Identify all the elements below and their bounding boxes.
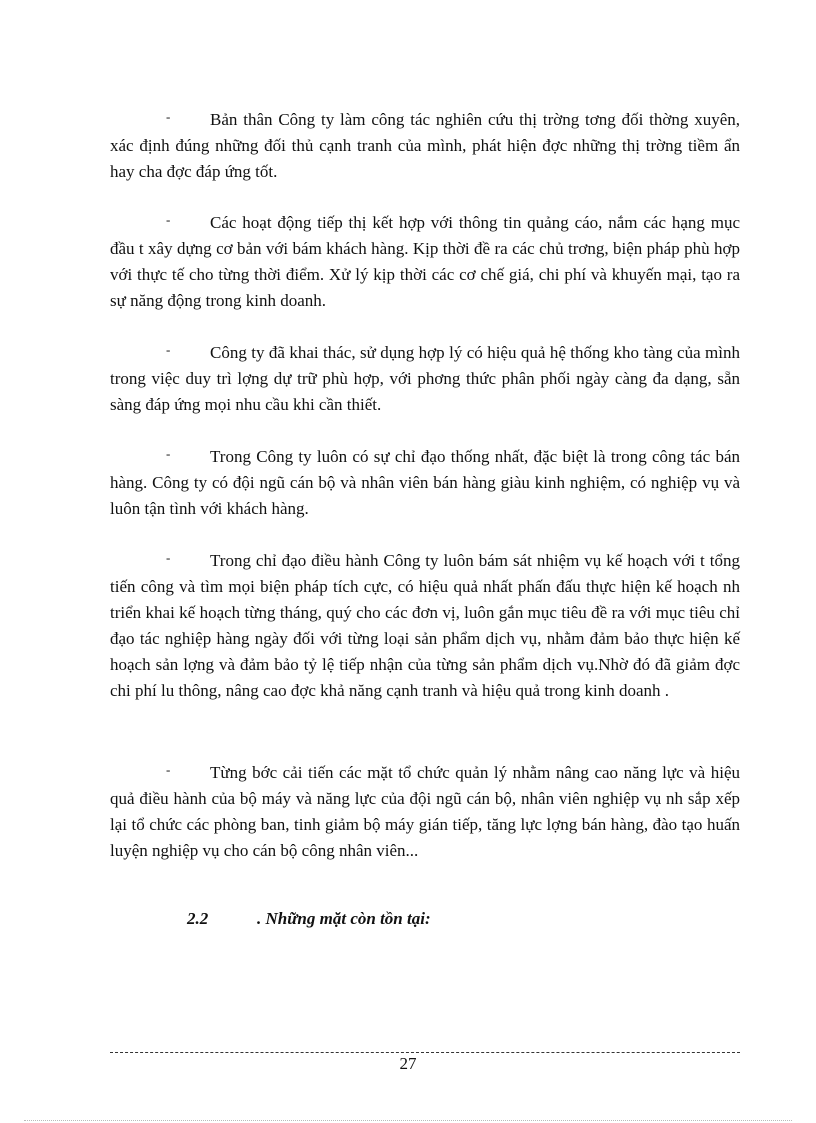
paragraph-text: Trong Công ty luôn có sự chỉ đạo thống nhất, đặc biệt là trong công tác bán hàng. Công ty có đội ngũ cán bộ và nhân viên bán hàng giàu kinh nghiệm, có nghiệp vụ và luôn tận tình với khách hàng. [110,447,740,518]
paragraph-text: Bản thân Công ty làm công tác nghiên cứu thị trờng tơng đối thờng xuyên, xác định đúng những đối thủ cạnh tranh của mình, phát hiện đợc những thị trờng tiềm ẩn hay cha đợc đáp ứng tốt. [110,110,740,181]
paragraph-warehouse-system [110,337,740,418]
bullet-dash: - [166,446,171,461]
section-number: 2.2 [187,909,209,928]
section-heading [187,909,431,929]
page-bottom-border [24,1120,792,1121]
footer-divider [110,1052,740,1053]
bullet-dash: - [166,342,171,357]
page-number: 27 [399,1054,417,1073]
paragraph-sales-direction [110,441,740,522]
paragraph-management-plan [110,545,740,704]
section-title: . Những mặt còn tồn tại: [257,909,431,928]
paragraph-text: Các hoạt động tiếp thị kết hợp với thông tin quảng cáo, nắm các hạng mục đầu t xây dựng cơ bản với bám khách hàng. Kịp thời đề ra các chủ trơng, biện pháp phù hợp với thực tế cho từng thời điểm. Xử lý kịp thời các cơ chế giá, chi phí và khuyến mại, tạo ra sự năng động trong kinh doanh. [110,213,740,310]
bullet-dash: - [166,762,171,777]
bullet-dash: - [166,212,171,227]
bullet-dash: - [166,550,171,565]
paragraph-organization-improvement [110,757,740,864]
paragraph-text: Từng bớc cải tiến các mặt tổ chức quản lý nhằm nâng cao năng lực và hiệu quả điều hành của bộ máy và năng lực của đội ngũ cán bộ, nhân viên nghiệp vụ nh sắp xếp lại tổ chức các phòng ban, tinh giảm bộ máy gián tiếp, tăng lực lợng bán hàng, đào tạo huấn luyện nghiệp vụ cho cán bộ công nhân viên... [110,763,740,860]
bullet-dash: - [166,109,171,124]
paragraph-marketing-activities [110,207,740,314]
paragraph-market-research [110,104,740,185]
paragraph-text: Trong chỉ đạo điều hành Công ty luôn bám sát nhiệm vụ kế hoạch với t tổng tiến công và tìm mọi biện pháp tích cực, có hiệu quả nhất phấn đấu thực hiện kế hoạch nh triển khai kế hoạch từng tháng, quý cho các đơn vị, luôn gắn mục tiêu đề ra với mục tiêu chỉ đạo tác nghiệp hàng ngày đối với từng loại sản phẩm dịch vụ, nhằm đảm bảo thực hiện kế hoạch sản lợng và đảm bảo tỷ lệ tiếp nhận của từng sản phẩm dịch vụ.Nhờ đó đã giảm đợc chi phí lu thông, nâng cao đợc khả năng cạnh tranh và hiệu quả trong kinh doanh . [110,551,740,700]
paragraph-text: Công ty đã khai thác, sử dụng hợp lý có hiệu quả hệ thống kho tàng của mình trong việc duy trì lợng dự trữ phù hợp, với phơng thức phân phối ngày càng đa dạng, sẵn sàng đáp ứng mọi nhu cầu khi cần thiết. [110,343,740,414]
